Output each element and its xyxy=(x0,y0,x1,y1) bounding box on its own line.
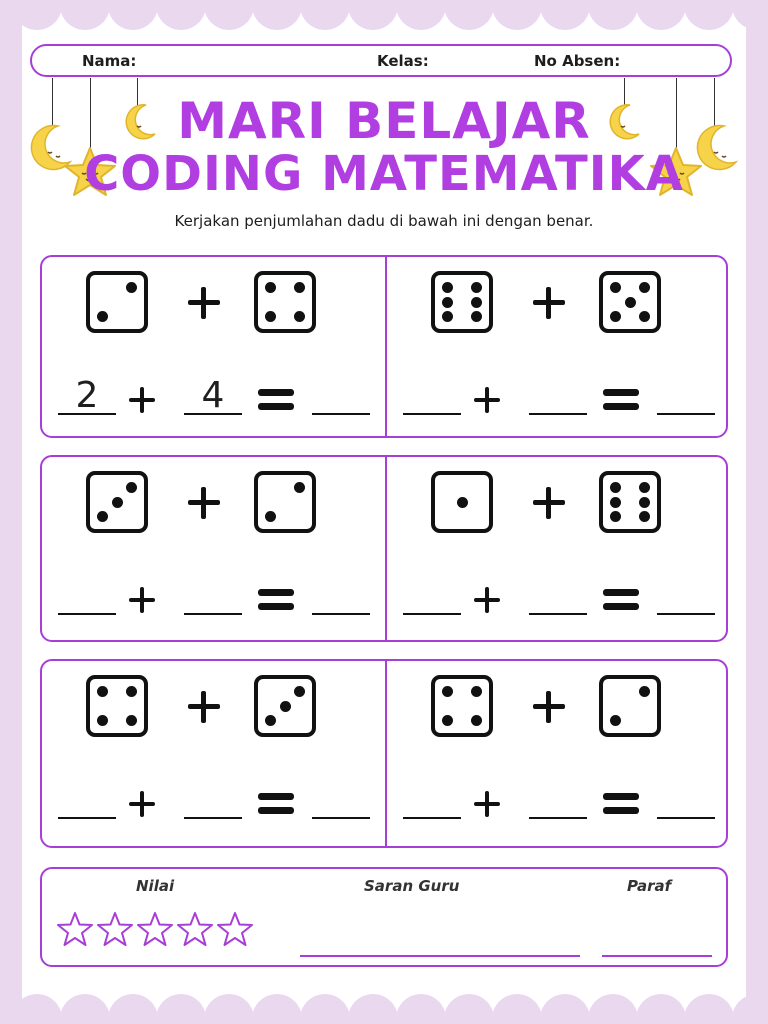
problem-cell xyxy=(40,255,383,435)
die-pip xyxy=(471,282,482,293)
scallop-border-top xyxy=(22,0,746,30)
answer-blank-sum[interactable] xyxy=(657,579,715,615)
answer-blank-a[interactable] xyxy=(403,783,461,819)
answer-blank-b[interactable] xyxy=(529,379,587,415)
die-pip xyxy=(442,715,453,726)
die-a xyxy=(86,471,148,533)
die-pip xyxy=(280,701,291,712)
die-a xyxy=(86,271,148,333)
plus-sign xyxy=(129,791,155,817)
die-pip xyxy=(639,482,650,493)
die-pip xyxy=(126,715,137,726)
die-b xyxy=(254,471,316,533)
die-pip xyxy=(265,311,276,322)
answer-blank-sum[interactable] xyxy=(312,783,370,819)
die-b xyxy=(599,471,661,533)
rating-star-icon[interactable] xyxy=(136,911,174,947)
die-pip xyxy=(639,311,650,322)
student-info-bar xyxy=(30,44,732,77)
die-pip xyxy=(471,686,482,697)
die-pip xyxy=(610,482,621,493)
absen-label: No Absen: xyxy=(534,52,621,70)
problem-cell xyxy=(385,255,728,435)
die-pip xyxy=(442,686,453,697)
signature-label: Paraf xyxy=(627,877,672,895)
plus-sign xyxy=(474,587,500,613)
die-pip xyxy=(265,282,276,293)
suggestion-line[interactable] xyxy=(300,955,580,957)
equals-sign xyxy=(603,389,639,411)
problem-cell xyxy=(385,659,728,839)
plus-sign xyxy=(129,387,155,413)
worksheet xyxy=(22,0,746,1024)
equals-sign xyxy=(603,589,639,611)
equals-sign xyxy=(258,589,294,611)
die-b xyxy=(599,271,661,333)
title-line-1: MARI BELAJAR xyxy=(177,92,591,150)
die-pip xyxy=(126,686,137,697)
answer-blank-b[interactable] xyxy=(184,783,242,819)
answer-blank-sum[interactable] xyxy=(657,783,715,819)
die-pip xyxy=(97,686,108,697)
die-a xyxy=(431,271,493,333)
suggestion-label: Saran Guru xyxy=(364,877,460,895)
problem-cell xyxy=(40,455,383,635)
die-pip xyxy=(442,311,453,322)
die-pip xyxy=(639,511,650,522)
answer-blank-a[interactable] xyxy=(403,579,461,615)
answer-blank-a[interactable] xyxy=(58,579,116,615)
die-b xyxy=(599,675,661,737)
die-pip xyxy=(610,497,621,508)
die-pip xyxy=(639,282,650,293)
answer-blank-b[interactable]: 4 xyxy=(184,379,242,415)
rating-stars[interactable] xyxy=(56,911,276,947)
rating-star-icon[interactable] xyxy=(176,911,214,947)
rating-star-icon[interactable] xyxy=(216,911,254,947)
plus-sign xyxy=(474,387,500,413)
instruction-text: Kerjakan penjumlahan dadu di bawah ini dengan benar. xyxy=(174,212,594,230)
answer-blank-b[interactable] xyxy=(184,579,242,615)
plus-sign xyxy=(129,587,155,613)
scallop-border-bottom xyxy=(22,994,746,1024)
die-pip xyxy=(126,482,137,493)
plus-sign xyxy=(533,487,565,519)
plus-sign xyxy=(188,487,220,519)
signature-line[interactable] xyxy=(602,955,712,957)
die-pip xyxy=(97,311,108,322)
die-a xyxy=(431,675,493,737)
problem-cell xyxy=(385,455,728,635)
answer-blank-sum[interactable] xyxy=(312,379,370,415)
die-pip xyxy=(265,715,276,726)
die-pip xyxy=(265,511,276,522)
die-a xyxy=(86,675,148,737)
answer-blank-a[interactable] xyxy=(58,783,116,819)
die-pip xyxy=(294,686,305,697)
die-pip xyxy=(610,715,621,726)
equals-sign xyxy=(258,793,294,815)
die-pip xyxy=(457,497,468,508)
die-pip xyxy=(639,686,650,697)
equals-sign xyxy=(258,389,294,411)
rating-star-icon[interactable] xyxy=(96,911,134,947)
plus-sign xyxy=(533,691,565,723)
die-pip xyxy=(625,297,636,308)
die-pip xyxy=(610,282,621,293)
answer-blank-b[interactable] xyxy=(529,579,587,615)
die-pip xyxy=(471,715,482,726)
answer-blank-sum[interactable] xyxy=(657,379,715,415)
plus-sign xyxy=(533,287,565,319)
name-label: Nama: xyxy=(82,52,137,70)
die-pip xyxy=(294,311,305,322)
die-pip xyxy=(610,511,621,522)
answer-blank-a[interactable]: 2 xyxy=(58,379,116,415)
die-pip xyxy=(610,311,621,322)
die-pip xyxy=(126,282,137,293)
die-b xyxy=(254,271,316,333)
plus-sign xyxy=(188,287,220,319)
plus-sign xyxy=(474,791,500,817)
rating-star-icon[interactable] xyxy=(56,911,94,947)
answer-blank-sum[interactable] xyxy=(312,579,370,615)
evaluation-box xyxy=(40,867,728,967)
die-pip xyxy=(294,482,305,493)
die-pip xyxy=(442,297,453,308)
score-label: Nilai xyxy=(136,877,175,895)
die-pip xyxy=(442,282,453,293)
die-b xyxy=(254,675,316,737)
die-pip xyxy=(97,715,108,726)
plus-sign xyxy=(188,691,220,723)
die-pip xyxy=(294,282,305,293)
equals-sign xyxy=(603,793,639,815)
die-pip xyxy=(112,497,123,508)
die-pip xyxy=(639,497,650,508)
problem-cell xyxy=(40,659,383,839)
answer-blank-a[interactable] xyxy=(403,379,461,415)
answer-blank-b[interactable] xyxy=(529,783,587,819)
die-pip xyxy=(471,311,482,322)
die-a xyxy=(431,471,493,533)
title-line-2: CODING MATEMATIKA xyxy=(84,146,684,202)
die-pip xyxy=(97,511,108,522)
die-pip xyxy=(471,297,482,308)
class-label: Kelas: xyxy=(377,52,429,70)
